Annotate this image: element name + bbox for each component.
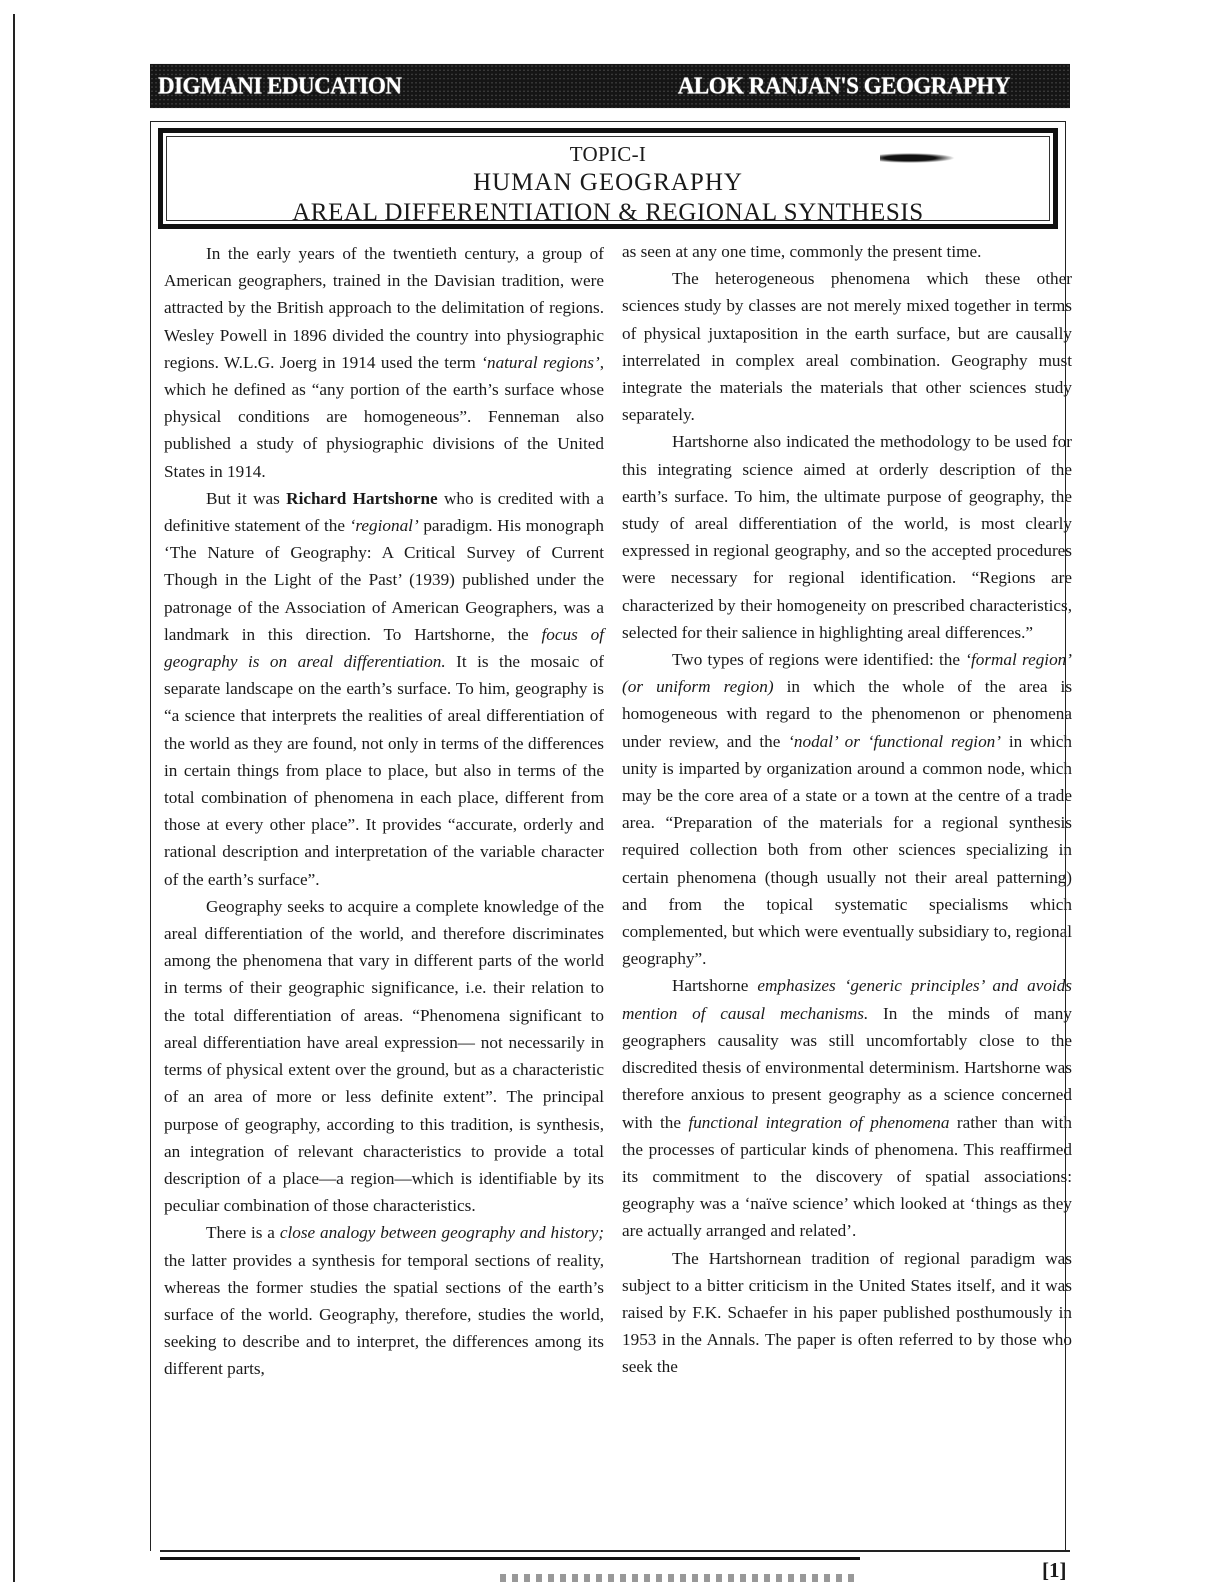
header-book-title: ALOK RANJAN'S GEOGRAPHY [677, 72, 1010, 99]
paragraph: But it was Richard Hartshorne who is credited with a definitive statement of the ‘regional’ paradigm. His monograph ‘The Nature of Geography: A Critical Survey of Current Though in the Light of the Past’ (1939) published under the patronage of the Association of American Geographers, was a landmark in this direction. To Hartshorne, the focus of geography is on areal differentiation. It is the mosaic of separate landscape on the earth’s surface. To him, geography is “a science that interprets the realities of areal differentiation of the world as they are found, not only in terms of the differences in certain things from place to place, but also in terms of the total combination of phenomena in each place, different from those at every other place”. It provides “accurate, orderly and rational description and interpretation of the variable character of the earth’s surface”. [164, 488, 604, 889]
scan-edge-line [13, 14, 15, 1582]
paragraph: as seen at any one time, commonly the present time. [622, 242, 982, 261]
bold-name: Richard Hartshorne [286, 488, 438, 508]
paragraph: Geography seeks to acquire a complete knowledge of the areal differentiation of the world, and therefore discriminates among the phenomena that vary in different parts of the world in terms of their geographic significance, i.e. their relation to the total differentiation of areas. “Phenomena significant to areal differentiation have areal expression— not necessarily in terms of physical extent over the ground, but as a characteristic of an area of more or less definite extent”. The principal purpose of geography, according to this tradition, is synthesis, an integration of relevant characteristics to provide a total description of a place—a region—which is identifiable by its peculiar combination of those characteristics. [164, 896, 604, 1216]
header-publisher: DIGMANI EDUCATION [158, 72, 402, 99]
running-header [150, 64, 1070, 108]
paragraph: In the early years of the twentieth century, a group of American geographers, trained in the Davisian tradition, were attracted by the British approach to the delimitation of regions. Wesley Powell in 1896 divided the country into physiographic regions. W.L.G. Joerg in 1914 used the term ‘natural regions’, which he defined as “any portion of the earth’s surface whose physical conditions are homogeneous”. Fenneman also published a study of physiographic divisions of the United States in 1914. [164, 244, 604, 481]
topic-label: TOPIC-I [569, 142, 647, 166]
page-title: AREAL DIFFERENTIATION & REGIONAL SYNTHESIS [292, 199, 924, 226]
left-column [164, 240, 604, 1383]
paragraph: The heterogeneous phenomena which these other sciences study by classes are not merely mixed together in terms of physical juxtaposition in the earth surface, but are causally interrelated in complex areal combination. Geography must integrate the materials the materials that other sciences study separately. [622, 269, 1072, 425]
faded-contact-line [500, 1574, 860, 1582]
paragraph: Hartshorne emphasizes ‘generic principles’ and avoids mention of causal mechanisms. In the minds of many geographers causality was still uncomfortably close to the discredited thesis of environmental determinism. Hartshorne was therefore anxious to present geography as a science concerned with the functional integration of phenomena rather than with the processes of particular kinds of phenomena. This reaffirmed its commitment to the discovery of spatial associations: geography was a ‘naïve science’ which looked at ‘things as they are actually arranged and related’. [622, 976, 1072, 1241]
right-column [622, 238, 1072, 1381]
page-number: [1] [1042, 1558, 1067, 1582]
ink-smudge [880, 153, 955, 163]
paragraph: Two types of regions were identified: the ‘formal region’ (or uniform region) in which the whole of the area is homogeneous with regard to the phenomenon or phenomena under review, and the ‘nodal’ or ‘functional region’ in which unity is imparted by organization around a common node, which may be the core area of a state or a town at the centre of a trade area. “Preparation of the materials for a regional synthesis required collection both from other sciences specializing in certain phenomena (though usually not their areal patterning) and from the topical systematic specialisms which complemented, but which were eventually subsidiary to, regional geography”. [622, 650, 1073, 969]
footer-rule-thick [160, 1557, 860, 1560]
title-box-inner [166, 136, 1050, 226]
paragraph: Hartshorne also indicated the methodology to be used for this integrating science aimed at orderly description of the earth’s surface. To him, the ultimate purpose of geography, the study of areal differentiation of the world, is most clearly expressed in regional geography, and so the accepted procedures were necessary for regional identification. “Regions are characterized by their homogeneity on prescribed characteristics, selected for their salience in highlighting areal differences.” [622, 432, 1072, 642]
section-subtitle: HUMAN GEOGRAPHY [473, 169, 743, 196]
title-box [158, 128, 1058, 229]
paragraph: There is a close analogy between geography and history; the latter provides a synthesis for temporal sections of reality, whereas the former studies the spatial sections of the earth’s surface of the world. Geography, therefore, studies the world, seeking to describe and to interpret, the differences among its different parts, [164, 1223, 604, 1379]
footer-rule [160, 1550, 1070, 1552]
paragraph: The Hartshornean tradition of regional paradigm was subject to a bitter criticism in the United States itself, and it was raised by F.K. Schaefer in his paper published posthumously in 1953 in the Annals. The paper is often referred to by those who seek the [622, 1248, 1072, 1377]
